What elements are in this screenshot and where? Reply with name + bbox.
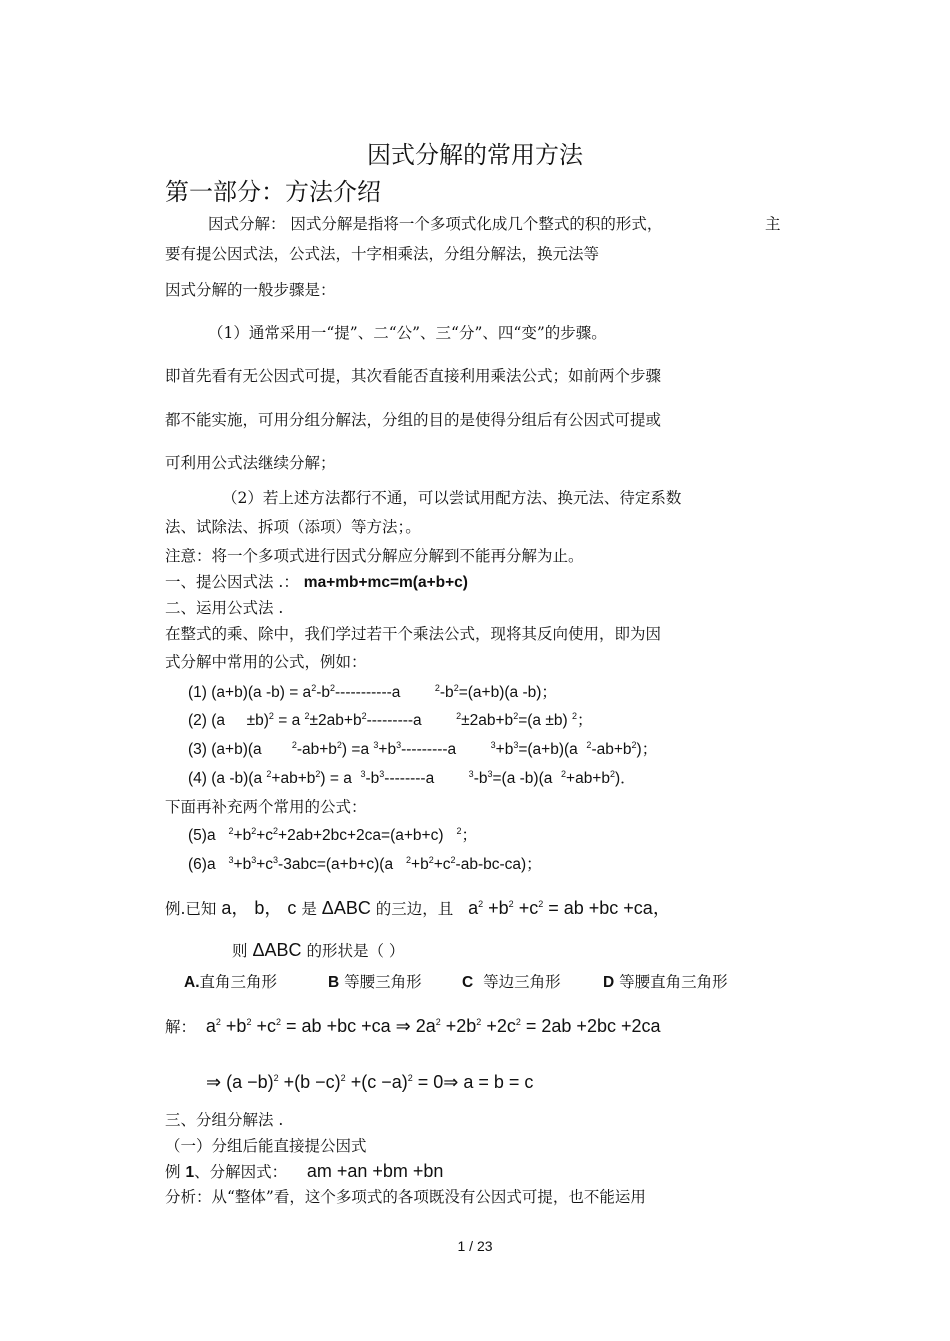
step-1-line-4: 可利用公式法继续分解； — [165, 454, 336, 472]
eq-sup-1: 2 — [478, 899, 484, 909]
formula-2 — [188, 711, 592, 731]
f3-f: +b — [495, 741, 514, 758]
option-c-text: 等边三角形 — [483, 973, 561, 991]
f3-c: ) =a — [341, 741, 370, 758]
f1-a: (1) (a+b)(a -b) = a — [188, 684, 312, 701]
f5-b: +b — [233, 827, 252, 844]
f2-b: ±b) — [246, 712, 269, 729]
s1-g: = 2ab +2bc +2ca — [525, 1016, 661, 1036]
step-1-line-1: （1）通常采用一“提”、二“公”、三“分”、四“变”的步骤。 — [208, 324, 607, 342]
f4-d: -b — [365, 770, 380, 787]
s1-sup-4: 2 — [435, 1017, 441, 1027]
f3-sup-7: 2 — [586, 739, 592, 750]
f4-b: +ab+b — [271, 770, 316, 787]
s1-sup-5: 2 — [476, 1017, 482, 1027]
f6-g: -ab-bc-ca)； — [455, 856, 542, 873]
f3-sup-2: 2 — [336, 739, 342, 750]
option-a[interactable] — [184, 972, 277, 993]
ex1-text: 、分解因式： — [194, 1163, 288, 1181]
s1-c: +c — [256, 1016, 276, 1036]
analysis-line: 分析：从“整体”看，这个多项式的各项既没有公因式可提，也不能运用 — [165, 1188, 646, 1206]
f4-c: ) = a — [320, 770, 352, 787]
example-shape: 的形状是（ ） — [306, 942, 405, 960]
example-sides: 的三边，且 — [375, 900, 454, 918]
intro-line-1: 因式分解： 因式分解是指将一个多项式化成几个整式的积的形式， — [208, 215, 663, 233]
f4-sup-2: 2 — [315, 768, 321, 779]
f2-h: ； — [576, 712, 593, 729]
f3-b: -ab+b — [296, 741, 337, 758]
method-2-desc-2: 式分解中常用的公式，例如： — [165, 653, 367, 671]
f5-c: +c — [256, 827, 274, 844]
option-d-text: 等腰直角三角形 — [619, 973, 728, 991]
f4-i: )． — [615, 770, 636, 787]
s1-b: +b — [225, 1016, 247, 1036]
f2-sup-2: 2 — [304, 710, 310, 721]
f3-e: ---------a — [401, 741, 457, 758]
f5-a: (5)a — [188, 827, 216, 844]
f5-sup-1: 2 — [228, 825, 234, 836]
step-1-line-2: 即首先看有无公因式可提，其次看能否直接利用乘法公式；如前两个步骤 — [165, 367, 662, 385]
example-is: 是 — [301, 900, 317, 918]
option-a-text: 直角三角形 — [199, 973, 278, 991]
solution-line-1 — [165, 1016, 661, 1037]
eq-sup-2: 2 — [508, 899, 514, 909]
example-equation — [468, 898, 671, 918]
method-1-formula: ma+mb+mc=m(a+b+c) — [303, 574, 468, 591]
intro-line-3: 因式分解的一般步骤是： — [165, 281, 336, 299]
method-1-line — [165, 572, 468, 593]
step-2-line-1: （2）若上述方法都行不通，可以尝试用配方法、换元法、待定系数 — [222, 489, 682, 507]
s2-b: +(b −c) — [283, 1072, 341, 1092]
f4-e: --------a — [384, 770, 435, 787]
more-formulas-intro: 下面再补充两个常用的公式： — [165, 798, 367, 816]
ex1-num: 1 — [185, 1164, 195, 1181]
f4-a: (4) (a -b)(a — [188, 770, 263, 787]
f4-sup-4: 3 — [379, 768, 385, 779]
f2-a: (2) (a — [188, 712, 226, 729]
example-triangle: ΔABC — [321, 898, 371, 918]
f1-sup-1: 2 — [311, 682, 317, 693]
s1-e: +2b — [445, 1016, 477, 1036]
method-2-label: 二、运用公式法 . — [165, 599, 284, 617]
f3-i: )； — [636, 741, 658, 758]
f5-sup-3: 2 — [273, 825, 279, 836]
s2-sup-3: 2 — [407, 1073, 413, 1083]
formula-4 — [188, 769, 636, 789]
s1-sup-6: 2 — [515, 1017, 521, 1027]
f2-sup-6: 2 — [571, 710, 577, 721]
f3-g: =(a+b)(a — [518, 741, 578, 758]
formula-1 — [188, 683, 557, 703]
f1-sup-4: 2 — [453, 682, 459, 693]
example-question — [232, 940, 404, 961]
eq-sup-3: 2 — [538, 899, 544, 909]
method-3-label: 三、分组分解法 . — [165, 1111, 284, 1129]
option-d[interactable] — [603, 972, 728, 993]
method-3-example-1 — [165, 1161, 443, 1183]
example-triangle-2: ΔABC — [252, 940, 302, 960]
option-c[interactable] — [462, 972, 561, 993]
f3-sup-3: 3 — [373, 739, 379, 750]
f6-b: +b — [233, 856, 252, 873]
f6-sup-3: 3 — [273, 854, 279, 865]
example-vars: a， b， c — [221, 898, 297, 918]
page-title: 因式分解的常用方法 — [367, 141, 583, 169]
eq-b: +b — [488, 898, 509, 918]
f3-a: (3) (a+b)(a — [188, 741, 262, 758]
s1-sup-1: 2 — [215, 1017, 221, 1027]
f1-sup-3: 2 — [434, 682, 440, 693]
f3-sup-6: 3 — [513, 739, 519, 750]
formula-6 — [188, 855, 542, 875]
f1-d: -b — [439, 684, 454, 701]
f5-sup-2: 2 — [251, 825, 257, 836]
f4-sup-7: 2 — [561, 768, 567, 779]
f6-e: +b — [411, 856, 429, 873]
s2-c: +(c −a) — [350, 1072, 408, 1092]
f2-e: ---------a — [366, 712, 422, 729]
f4-sup-3: 3 — [360, 768, 366, 779]
intro-line-2: 要有提公因式法，公式法，十字相乘法，分组分解法，换元法等 — [165, 245, 600, 263]
f1-b: -b — [316, 684, 330, 701]
s1-a: a — [205, 1016, 216, 1036]
example-prefix: 例.已知 — [165, 900, 217, 918]
f4-h: +ab+b — [566, 770, 610, 787]
f6-f: +c — [433, 856, 451, 873]
formula-3 — [188, 740, 657, 760]
s1-d: = ab +bc +ca ⇒ 2a — [286, 1016, 436, 1036]
f6-sup-6: 2 — [450, 854, 456, 865]
formula-5 — [188, 826, 477, 846]
eq-a: a — [468, 898, 479, 918]
f6-d: -3abc=(a+b+c)(a — [278, 856, 394, 873]
f2-g: =(a ±b) — [518, 712, 568, 729]
f2-sup-1: 2 — [268, 710, 274, 721]
example-line — [165, 898, 671, 919]
f2-c: = a — [278, 712, 301, 729]
f1-e: =(a+b)(a -b)； — [458, 684, 557, 701]
f4-sup-8: 2 — [609, 768, 615, 779]
method-1-label: 一、提公因式法 .： — [165, 573, 299, 591]
s2-sup-1: 2 — [273, 1073, 279, 1083]
solution-eq-1 — [206, 1016, 661, 1036]
f2-sup-3: 2 — [361, 710, 367, 721]
f5-sup-4: 2 — [456, 825, 462, 836]
example-then: 则 — [232, 942, 248, 960]
f5-e: ； — [461, 827, 477, 844]
option-b[interactable] — [328, 972, 422, 993]
f3-sup-5: 3 — [490, 739, 496, 750]
s2-sup-2: 2 — [340, 1073, 346, 1083]
f2-sup-5: 2 — [513, 710, 519, 721]
f2-f: ±2ab+b — [461, 712, 514, 729]
step-1-line-3: 都不能实施，可用分组分解法，分组的目的是使得分组后有公因式可提或 — [165, 411, 662, 429]
f4-sup-1: 2 — [266, 768, 272, 779]
f1-sup-2: 2 — [330, 682, 336, 693]
step-2-line-2: 法、试除法、拆项（添项）等方法；。 — [165, 518, 421, 536]
option-c-key: C — [462, 974, 474, 991]
s1-sup-2: 2 — [246, 1017, 252, 1027]
f2-sup-4: 2 — [456, 710, 462, 721]
solution-label: 解： — [165, 1018, 197, 1036]
ex1-label: 例 — [165, 1163, 181, 1181]
f2-d: ±2ab+b — [309, 712, 362, 729]
note-line: 注意：将一个多项式进行因式分解应分解到不能再分解为止。 — [165, 547, 584, 565]
f6-a: (6)a — [188, 856, 216, 873]
f4-sup-6: 3 — [487, 768, 493, 779]
intro-line-1-tail: 主 — [765, 215, 781, 233]
f3-sup-4: 3 — [396, 739, 402, 750]
f3-sup-1: 2 — [291, 739, 297, 750]
s1-f: +2c — [486, 1016, 516, 1036]
eq-c: +c — [518, 898, 539, 918]
eq-d: = ab +bc +ca， — [548, 898, 671, 918]
f4-f: -b — [473, 770, 488, 787]
f4-sup-5: 3 — [468, 768, 474, 779]
f6-sup-2: 3 — [251, 854, 257, 865]
option-d-key: D — [603, 974, 615, 991]
f6-sup-1: 3 — [228, 854, 234, 865]
option-b-key: B — [328, 974, 340, 991]
f3-h: -ab+b — [591, 741, 632, 758]
s2-a: ⇒ (a −b) — [206, 1072, 274, 1092]
section-heading: 第一部分：方法介绍 — [165, 178, 381, 206]
method-3-sub-1: （一）分组后能直接提公因式 — [165, 1137, 367, 1155]
s1-sup-3: 2 — [276, 1017, 282, 1027]
option-b-text: 等腰三角形 — [344, 973, 422, 991]
f1-c: -----------a — [335, 684, 401, 701]
f3-d: +b — [378, 741, 397, 758]
option-a-key: A. — [184, 974, 200, 991]
solution-line-2 — [206, 1072, 533, 1092]
ex1-expr: am +an +bm +bn — [306, 1161, 444, 1181]
s2-d: = 0⇒ a = b = c — [417, 1072, 534, 1092]
f5-d: +2ab+2bc+2ca=(a+b+c) — [278, 827, 444, 844]
f4-g: =(a -b)(a — [492, 770, 553, 787]
page-number: 1 / 23 — [457, 1238, 493, 1254]
f6-sup-5: 2 — [428, 854, 434, 865]
f6-c: +c — [256, 856, 274, 873]
f6-sup-4: 2 — [406, 854, 412, 865]
method-2-desc-1: 在整式的乘、除中，我们学过若干个乘法公式，现将其反向使用，即为因 — [165, 625, 662, 643]
f3-sup-8: 2 — [631, 739, 637, 750]
